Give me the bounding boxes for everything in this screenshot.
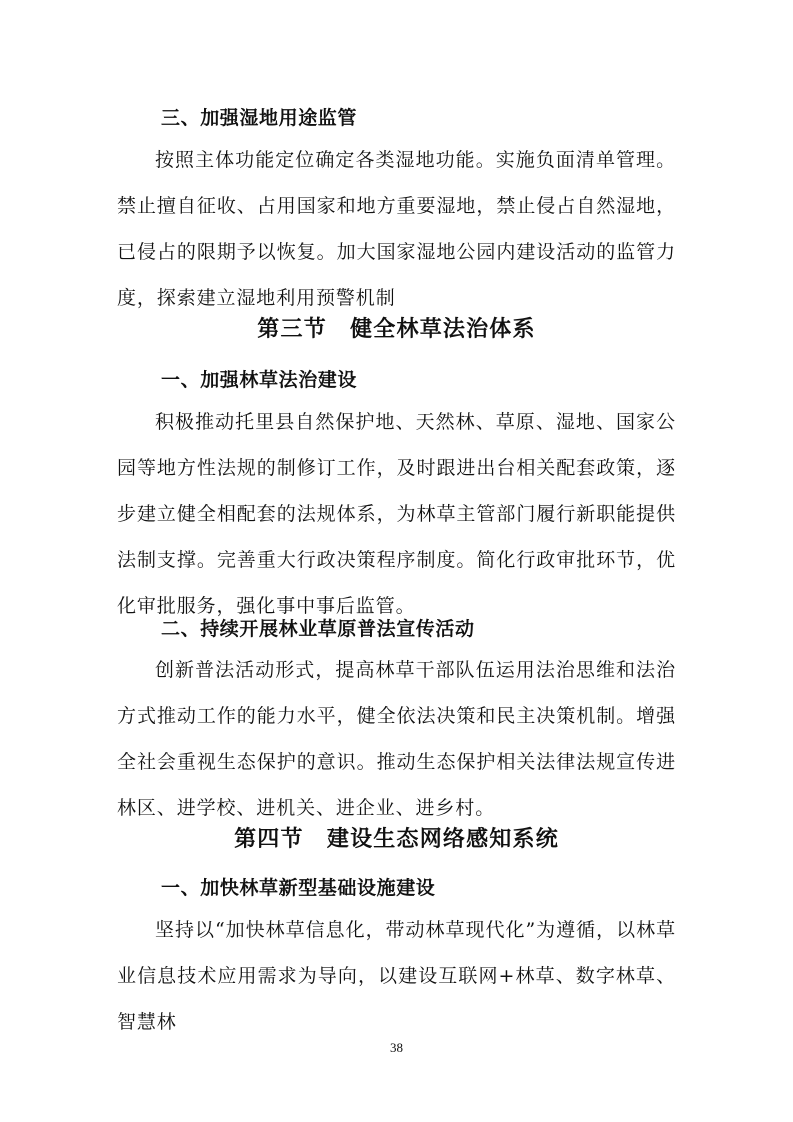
- heading-infrastructure: 一、加快林草新型基础设施建设: [161, 877, 436, 899]
- paragraph-law-publicity: 创新普法活动形式，提高林草干部队伍运用法治思维和法治方式推动工作的能力水平，健全依法决策和民主决策机制。增强全社会重视生态保护的意识。推动生态保护相关法律法规宣传进林区、进学校、进机关、进企业、进乡村。: [117, 659, 676, 819]
- paragraph-legal-construction: 积极推动托里县自然保护地、天然林、草原、湿地、国家公园等地方性法规的制修订工作，及时跟进出台相关配套政策，逐步建立健全相配套的法规体系，为林草主管部门履行新职能提供法制支撑。完善重大行政决策程序制度。简化行政审批环节，优化审批服务，强化事中事后监管。: [117, 411, 676, 617]
- page-number: 38: [390, 1040, 403, 1055]
- heading-legal-construction: 一、加强林草法治建设: [161, 369, 358, 391]
- heading-wetland-supervision: 三、加强湿地用途监管: [161, 107, 358, 129]
- section-title-4: 第四节 建设生态网络感知系统: [234, 827, 559, 852]
- paragraph-infrastructure: 坚持以“加快林草信息化，带动林草现代化”为遵循，以林草业信息技术应用需求为导向，以建设互联网+林草、数字林草、智慧林: [117, 919, 676, 1033]
- heading-law-publicity: 二、持续开展林业草原普法宣传活动: [161, 618, 475, 640]
- section-title-3: 第三节 健全林草法治体系: [257, 317, 536, 342]
- paragraph-wetland-supervision: 按照主体功能定位确定各类湿地功能。实施负面清单管理。禁止擅自征收、占用国家和地方重要湿地，禁止侵占自然湿地，已侵占的限期予以恢复。加大国家湿地公园内建设活动的监管力度，探索建立湿地利用预警机制: [117, 149, 676, 309]
